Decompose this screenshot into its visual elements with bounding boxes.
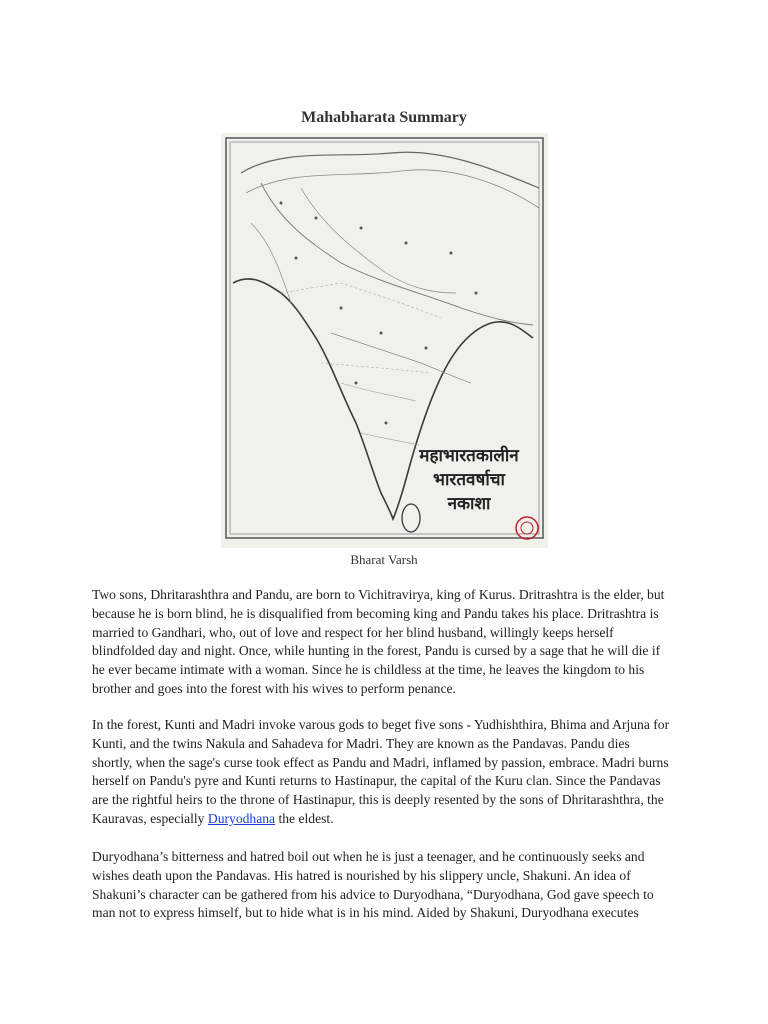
figure-caption: Bharat Varsh <box>350 552 418 567</box>
map-title-line-2: भारतवर्षाचा <box>433 470 505 490</box>
page-title: Mahabharata Summary <box>301 109 467 126</box>
paragraph-text: the eldest. <box>275 810 334 826</box>
duryodhana-link[interactable]: Duryodhana <box>207 810 276 826</box>
paragraph <box>92 716 672 829</box>
library-stamp-icon <box>516 517 538 539</box>
paragraph-text: In the forest, Kunti and Madri invoke varous gods to beget five sons - Yudhishthira, Bhima and Arjuna for Kunti, and the twins Nakula and Sahadeva for Madri. They are known as the Pandavas. Pandu dies shortly, when the sage's curse took effect as Pandu and Madri, inflamed by passion, embrace. Madri burns herself on Pandu's pyre and Kunti returns to Hastinapur, the capital of the Kuru clan. Since the Pandavas are the rightful heirs to the throne of Hastinapur, this is deeply resented by the sons of Dhritarashthra, the Kauravas, especially <box>92 717 670 826</box>
paragraph: Duryodhana’s bitterness and hatred boil out when he is just a teenager, and he continuously seeks and wishes death upon the Pandavas. His hatred is nourished by his slippery uncle, Shakuni. An idea of Shakuni’s character can be gathered from his advice to Duryodhana, “Duryodhana, God gave speech to man not to express himself, but to hide what is in his mind. Aided by Shakuni, Duryodhana executes <box>92 849 654 921</box>
map-illustration <box>221 133 548 548</box>
map-title-line-1: महाभारतकालीन <box>419 446 519 466</box>
map-image <box>221 133 548 548</box>
map-title-line-3: नकाशा <box>447 494 491 514</box>
paragraph: Two sons, Dhritarashthra and Pandu, are born to Vichitravirya, king of Kurus. Dritrashtra is the elder, but because he is born blind, he is disqualified from becoming king and Pandu takes his place. Dritrashtra is married to Gandhari, who, out of love and respect for her blind husband, willingly keeps herself blindfolded day and night. Once, while hunting in the forest, Pandu is cursed by a sage that he will die if he ever became intimate with a woman. Since he is childless at the time, he leaves the kingdom to his brother and goes into the forest with his wives to perform penance. <box>92 587 665 696</box>
